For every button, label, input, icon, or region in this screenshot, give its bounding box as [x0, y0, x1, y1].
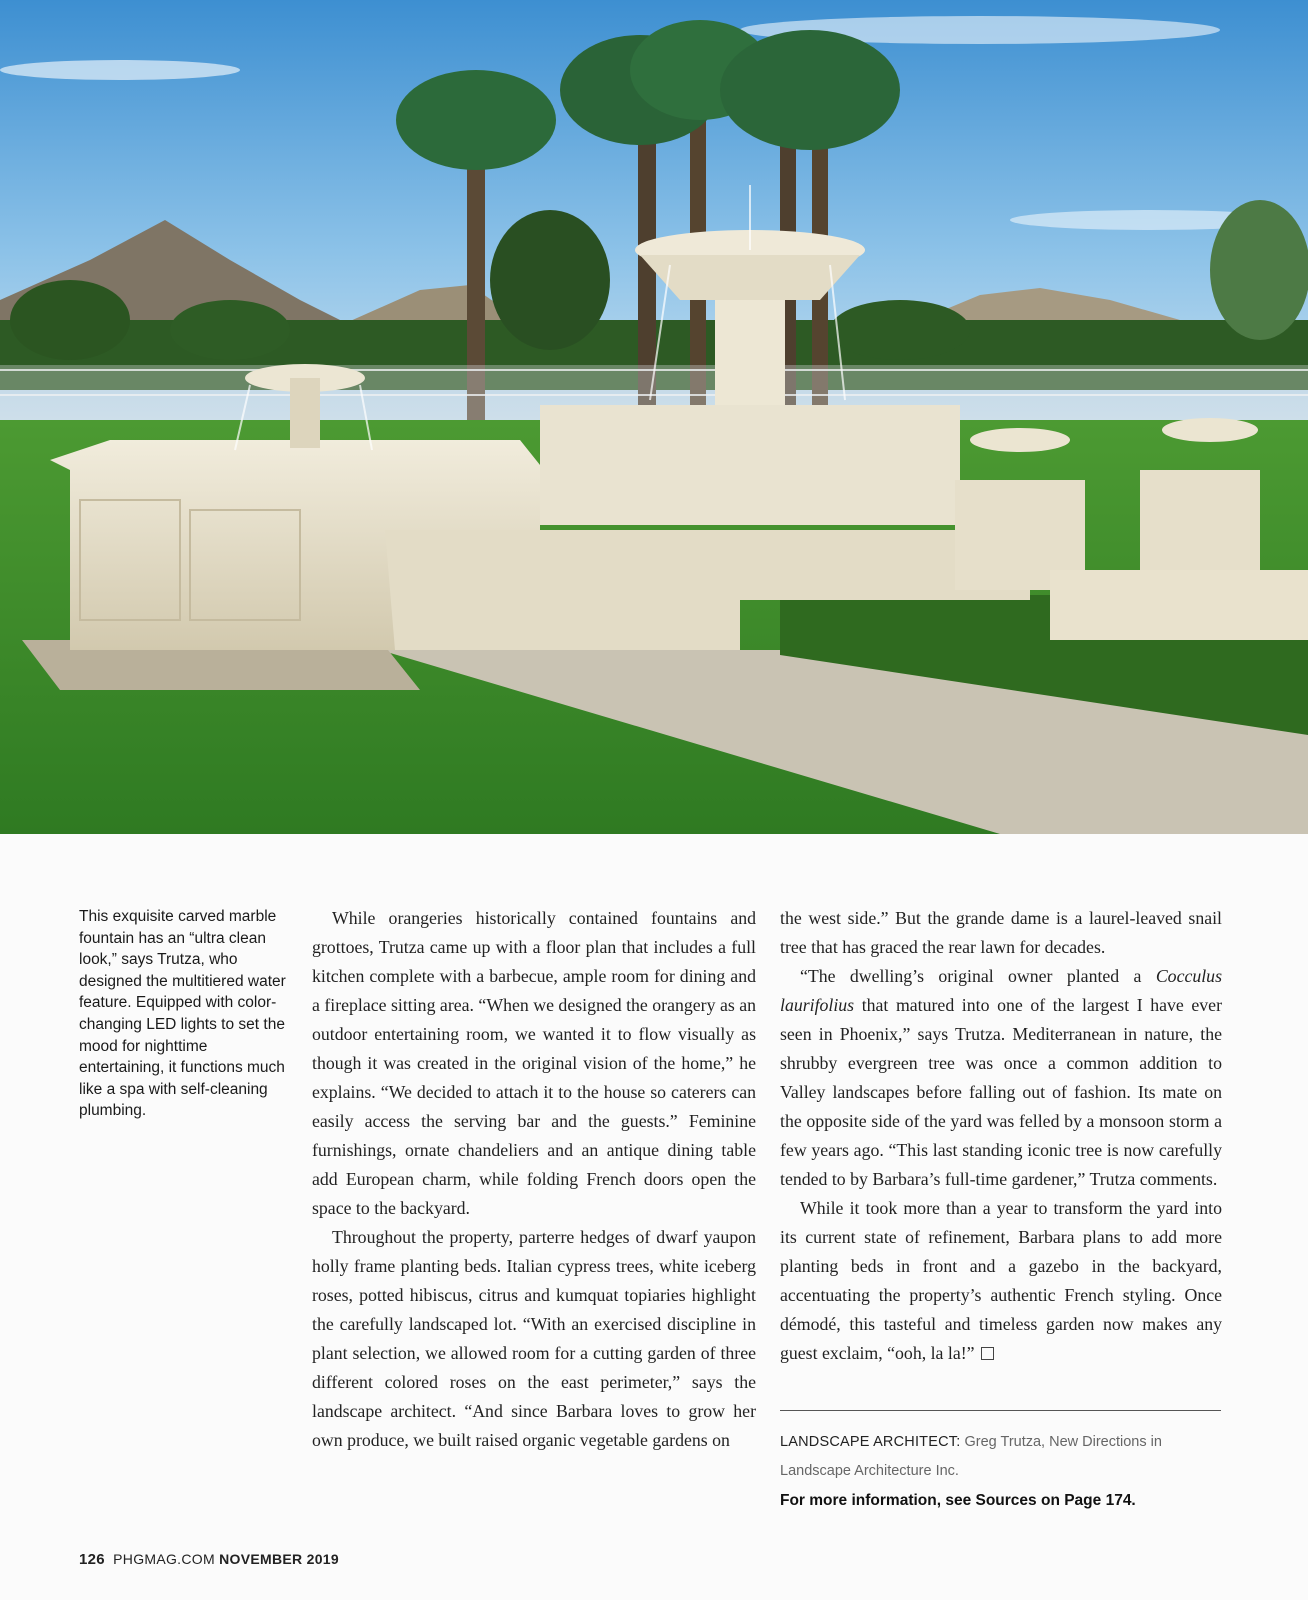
body-paragraph-2-continued: the west side.” But the grande dame is a laurel-leaved snail tree that has graced the rear lawn for decades. — [780, 908, 1222, 957]
body-paragraph-3: “The dwelling’s original owner planted a Cocculus laurifolius that matured into one of the largest I have ever seen in Phoenix,” says Trutza. Mediterranean in nature, the shrubby evergreen tree was once a common addition to Valley landscapes before falling out of fashion. Its mate on the opposite side of the yard was felled by a monsoon storm a few years ago. “This last standing iconic tree is now carefully tended to by Barbara’s full-time gardener,” Trutza comments. — [780, 966, 1222, 1189]
credits-divider — [780, 1410, 1221, 1411]
photo-caption: This exquisite carved marble fountain has an “ultra clean look,” says Trutza, who designed the multitiered water feature. Equipped with color-changing LED lights to set the mood for nighttime entertaining, it functions much like a spa with self-cleaning plumbing. — [79, 908, 286, 1120]
landscape-architect-credit: LANDSCAPE ARCHITECT: Greg Trutza, New Directions in Landscape Architecture Inc. — [780, 1434, 1162, 1479]
issue-date: NOVEMBER 2019 — [219, 1551, 339, 1567]
body-column-2 — [312, 904, 756, 1455]
body-column-3 — [780, 904, 1222, 1368]
sources-note: For more information, see Sources on Page 174. — [780, 1492, 1136, 1509]
page-folio — [79, 1551, 339, 1568]
body-paragraph-2: Throughout the property, parterre hedges of dwarf yaupon holly frame planting beds. Italian cypress trees, white iceberg roses, potted hibiscus, citrus and kumquat topiaries highlight the carefully landscaped lot. “With an exercised discipline in plant selection, we allowed room for a cutting garden of three different colored roses on the east perimeter,” says the landscape architect. “And since Barbara loves to grow her own produce, we built raised organic vegetable gardens on — [312, 1227, 756, 1450]
species-name: Cocculus laurifolius — [780, 966, 1222, 1015]
end-mark-icon — [981, 1347, 994, 1360]
body-paragraph-1: While orangeries historically contained fountains and grottoes, Trutza came up with a floor plan that includes a full kitchen complete with a barbecue, ample room for dining and a fireplace sitting area. “When we designed the orangery as an outdoor entertaining room, we wanted it to flow visually as though it was created in the original vision of the home,” he explains. “We decided to attach it to the house so caterers can easily access the serving bar and the guests.” Feminine furnishings, ornate chandeliers and an antique dining table add European charm, while folding French doors open the space to the backyard. — [312, 908, 756, 1218]
credits-block — [780, 1428, 1222, 1515]
page-number: 126 — [79, 1551, 105, 1568]
body-paragraph-4: While it took more than a year to transform the yard into its current state of refinement, Barbara plans to add more planting beds in front and a gazebo in the backyard, accentuating the property’s authentic French styling. Once démodé, this tasteful and timeless garden now makes any guest exclaim, “ooh, la la!” — [780, 1198, 1222, 1363]
site-name: PHGMAG.COM — [113, 1551, 215, 1567]
